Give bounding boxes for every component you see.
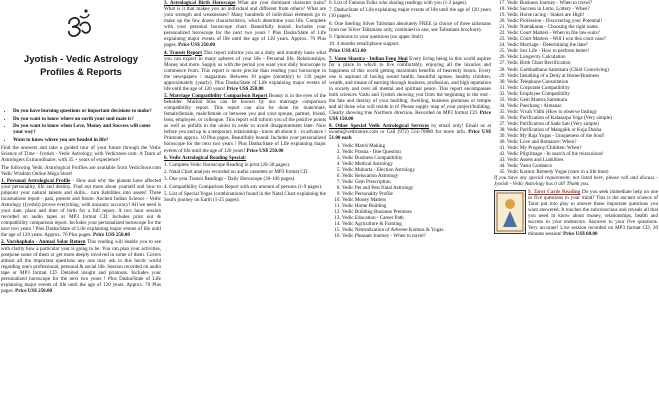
page-title: Jyotish - Vedic Astrology: [23, 54, 139, 65]
service-item: 3. Vedic Business Compatibility: [342, 155, 491, 161]
service-item: 22. Vedic Court Matters - When to file law-suits?: [507, 30, 658, 36]
service-item: 32. Vedic Employee Compatibility: [507, 91, 658, 97]
section-price: Price US$ 150.00: [329, 109, 491, 122]
vastu-section: [329, 56, 491, 123]
service-item: 2. Vedic Prasna - One Question: [342, 149, 491, 155]
section-body: by email only! Email us at swami@vedicstore.com or Call (972) 514-70880 for more info.: [329, 123, 491, 136]
tarot-card-icon: [494, 190, 526, 234]
section-heading: 6. Vedic Astrological Reading Special:: [164, 154, 247, 161]
service-item: 6. Vedic Relocation Astrology: [342, 173, 491, 179]
offer-5: [164, 93, 326, 153]
services-list-b: [494, 0, 658, 175]
service-item: 15. Vedic Neutralization of Adverse Karmas & Yogas: [342, 227, 491, 233]
offer-heading: 5. Marriage Compatibility Comparison Report: [164, 93, 268, 100]
page-subtitle: Profiles & Reports: [40, 66, 122, 77]
offer-price: Price US$ 250.00: [226, 85, 264, 92]
service-item: 34. Vedic Panchang / Almanac: [507, 103, 658, 109]
vedic-special-item: 7. Dasha/State of Life explaining major events of life until the age of 120 years (10 pages).: [329, 7, 491, 20]
offer-heading: 3. Astrological Birth Horoscope: [164, 0, 236, 6]
service-item: 39. Vedic My Raja Yogas - Uniqueness of the Soul!: [507, 133, 658, 139]
question-item: • Want to know where you are headed in life?: [13, 137, 161, 143]
service-item: 43. Vedic Assets and Liabilities: [507, 157, 658, 163]
vedic-special-item: 4. Compatibility Comparison Report with any amount of persons (1-9 pages).: [164, 183, 323, 190]
offer-body: This reading will enable you to see with clarity how a particular year is going to be. You can plan your activities, postpone some of them or get more deeply involved in some of them. Covers almost all the important questions any one may ask in this hectic world regarding one's professional, personal & social life. Session recorded on audio tape or MP3 format CD. Detailed insight and printouts. Includes your personalized horoscope for the next two years ! Plus Dasha/State of Life explaining major events of life until the age of 120 years. Approx. 70 Plus pages.: [1, 239, 161, 294]
column-4: [494, 0, 658, 400]
service-item: 30. Vedic Telephone Consultation: [507, 79, 658, 85]
vedic-special-item: 10. 4 months email/phone support.: [329, 41, 400, 48]
vedic-special-item: 2. Natal Chart analysis recorded on audio cassettes or MP3 format CD.: [164, 169, 309, 176]
vedic-special-item: 8. One Sterling Silver Talisman absolutely FREE (a choice of three talismans from our Silver Talismans only, combined in one, see Talismans brochure).: [329, 20, 491, 33]
other-services-section: [329, 123, 491, 141]
offer-body: - How and why the planets have affected your personality, life and destiny. Find out more about yourself and how to pinpoint your natural talents and skills... turn liabilities into assets! Three incarnations report - past, present and future. Ancient Indian Science - Vedic Astrology (Jyotish) proves everything, with uncanny accuracy! All we need is your date, place and time of birth for a full report. A two hour session recorded on audio tapes or MP3 format CD. Includes print out & compatibility comparison report. Includes your personalized horoscope for the next two years ! Plus Dasha/State of Life explaining major events of life until the age of 120 years. Approx. 70 Plus pages.: [1, 177, 161, 239]
offer-4: [164, 50, 326, 92]
service-item: 36. Vedic Purification of Kalasarpa Yoga (Very simple): [507, 115, 658, 121]
service-item: 9. Vedic Personality Profile: [342, 191, 491, 197]
tarot-section: [494, 189, 658, 239]
questions-list: [1, 108, 161, 143]
offer-heading: 4. Transit Report: [164, 49, 202, 56]
service-item: 14. Vedic Agriculture & Farming: [342, 221, 491, 227]
service-item: 42. Vedic Pilgrimage - In search of the miraculous!: [507, 151, 658, 157]
vedic-special-item: 9. Opinions to your questions (no upper limit): [329, 33, 423, 40]
section-heading: 8. Other Special Vedic Astrological Services: [329, 123, 429, 130]
service-item: 11. Vedic Home Building: [342, 203, 491, 209]
vedic-special-item: 5. List of Special Yogas (combinations) found in the Natal Chart explaining the Soul's journey on Earth (1-25 pages).: [164, 190, 326, 203]
service-item: 21. Vedic Namakaran - Choosing the right name.: [507, 24, 658, 30]
offer-body: Beauty is in the eyes of the beholder. Marital bliss can be known by our marriage comparison compatibility report. This report can also be done for male/male, female/female, male/female or between you and your spouse, partner, friend, boss, employee, or colleague. This report will inform you of the positive points as well as pitfalls in the union in order to avoid disappointment later. Now before you end up in a temporary relationship - know all about it - in advance ! Printouts approx. 10 Plus pages. Beautifully bound. Includes your personalized horoscope for the next two years ! Plus Dasha/State of Life explaining major events of life until the age of 120 years!: [164, 93, 326, 154]
question-item: • Do you want to know where on earth your soul mate is?: [13, 116, 161, 122]
service-item: 10. Vedic Money Matters: [342, 197, 491, 203]
offer-body: What are your dominant character traits? What is it that makes you an individual and different from others? What are your strength and weaknesses? Many hundreds of individual elements go to make up the few dozen characteristics, which determine your life. Complete with your personal horoscope chart. Beautifully bound. Includes your personalized horoscope for the next two years ! Plus Dasha/State of Life explaining major events of life until the age of 120 years. Approx. 70 Plus pages.: [164, 0, 326, 49]
service-item: 40. Vedic Love and Romance: When?: [507, 139, 658, 145]
service-item: 20. Vedic Profession - Discovering your Potential!: [507, 18, 658, 24]
service-item: 23. Vedic Court Matters - Will I win this court case?: [507, 36, 658, 42]
tarot-text: [528, 189, 658, 237]
service-item: 16. Vedic Pleasant Journey - When to travel?: [342, 233, 491, 239]
title-block: [1, 0, 161, 108]
offer-2: [1, 239, 161, 293]
service-item: 41. Vedic My Progeny/Children: When?: [507, 145, 658, 151]
service-item: 1. Vedic Match Making: [342, 143, 491, 149]
intro-paragraph: The following Vedic Astrological Profiles are available from VedicStore.com Vedic Wisdom Online Mega Store!: [1, 164, 161, 177]
question-item: • Do you want to know when Love, Money and Success will come your way?: [13, 123, 161, 135]
offer-price: Price US$ 250.00: [15, 287, 53, 294]
vedic-special-heading: [164, 155, 326, 161]
service-item: 38. Vedic Purification of Mangalik or Kuja Dosha: [507, 127, 658, 133]
service-item: 29. Vedic Installing of a Deity at Home/Business: [507, 73, 658, 79]
intro-paragraph: Find the answers and take a guided tour of your future through the Vedic Science of Time - Jyotish - Vedic Astrology, with Vedicstore.com: A Team of Astrologers Extraordinaire, with 35 + years of experience!: [1, 145, 161, 164]
service-item: 35. Vedic Vivah Vidhi (How to observe fasting): [507, 109, 658, 115]
section-price: Price US$ 51.00 each: [329, 129, 491, 142]
service-item: 7. Vedic Gem Prescription: [342, 179, 491, 185]
service-item: 12. Vedic Building Business Premises: [342, 209, 491, 215]
service-item: 44. Vedic Vastu Guidance: [507, 163, 658, 169]
service-item: 5. Vedic Muhurta - Election Astrology: [342, 167, 491, 173]
services-list-a: [329, 143, 491, 240]
service-item: 33. Vedic Gem Mantra Samskara: [507, 97, 658, 103]
services-footnote: If you have any special requirement, not listed here, please call and discuss - Jyotish - Vedic Astrology has it all! Thank you.: [494, 175, 658, 188]
section-heading: 7. Vastu Shastra - Indian Feng Shui: [329, 55, 408, 62]
column-3: [329, 0, 491, 400]
service-item: 28. Vedic Garbhadhana Samskara (Child Conceiving): [507, 67, 658, 73]
service-item: 18. Vedic Success in Lotto, Lottery - When?: [507, 6, 658, 12]
section-heading: 9. Tarot Cards Reading: [528, 188, 581, 195]
vedic-special-item: 3. One year Transit Readings - Daily Horoscope (30-100 pages).: [164, 176, 296, 183]
section-body: Do you seek immediate help on one or five questions in your mind? This is the ancient science of Tarot put into play to answer those important questions you want answered. It touches the subconscious and reveals all that you need to know about money, relationships, health and success in your endeavors. Answers to your five questions. Very accurate! Live session recorded on MP3 format CD, 30 minutes session!: [528, 188, 658, 237]
section-body: Every living being in this world aspires for a place in which to live comfortably, enjoying all the luxuries and happiness of this world getting maximum benefits of heavenly boons. Every one is aspirant of having sound health, beautiful spouse, healthy children, wealth, and means of earning through business, profession, and high reputation in society and over all mental and spiritual peace. This report encompasses both sciences Vastu and Jyotish showing you from the beginning to the end - the fate and destiny of your building, dwelling, business premises or temple and all those who will reside in it! Please supply map of your project/building. Clearly showing true Northern direction. Recorded on MP3 format CD.: [329, 55, 491, 116]
offer-price: Price US$ 250.00: [92, 232, 130, 239]
offer-1: [1, 178, 161, 238]
column-2: [164, 0, 326, 400]
service-item: 31. Vedic Corporate Compatibility: [507, 85, 658, 91]
om-symbol-icon: [65, 8, 95, 38]
service-item: 17. Vedic Business Journey - When to travel?: [507, 0, 658, 6]
vedic-special-item: 1. Complete Vedic Horoscope Reading in print (20-30 pages).: [164, 161, 291, 168]
service-item: 8. Vedic Pet and Pest Natal Astrology: [342, 185, 491, 191]
offer-heading: 1. Personal Astrological Profile: [1, 177, 71, 184]
service-item: 26. Vedic Longevity Calculation: [507, 54, 658, 60]
vedic-special-price: Price US$ 451.00: [329, 48, 366, 55]
service-item: 4. Vedic Medical Astrology: [342, 161, 491, 167]
offer-body: This report informs you on a daily and monthly basis what you can expect in many spheres of your life - Personal life, Relationships, Money and more. Supply us with the period you want your daily horoscope to commence from. This report is more precise than reading your horoscope in the newspapers / magazines. Between 10 pages (monthly) to 120 pages approximately (yearly). Plus Dasha/State of Life explaining major events of life until the age of 120 years!: [164, 49, 326, 92]
vedic-special-item: 6. List of Famous Folks who sharing readings with you (1-2 pages).: [329, 0, 468, 6]
service-item: 19. Vedic Horse racing - Stakes are High!: [507, 12, 658, 18]
offer-price: Price US$ 250.00: [178, 42, 216, 49]
offer-3: [164, 0, 326, 48]
question-item: • Do you have burning questions or important decisions to make?: [13, 108, 161, 114]
offer-price: Price US$ 250.00: [246, 147, 284, 154]
section-price: Price US$ 60.00: [563, 230, 598, 237]
service-item: 13. Vedic Education - Career Path: [342, 215, 491, 221]
service-item: 27. Vedic Birth Chart Rectification: [507, 60, 658, 66]
service-item: 24. Vedic Marriage - Determining the date?: [507, 42, 658, 48]
service-item: 37. Vedic Purification of Sade Sati (Very simple): [507, 121, 658, 127]
column-1: [1, 0, 161, 400]
service-item: 45. Vedic Karmic Remedy Yogas (once in a life time): [507, 169, 658, 175]
offer-heading: 2. Varshaphala - Annual Solar Return: [1, 239, 86, 246]
service-item: 25. Vedic Sex Life - How to perform better!: [507, 48, 658, 54]
